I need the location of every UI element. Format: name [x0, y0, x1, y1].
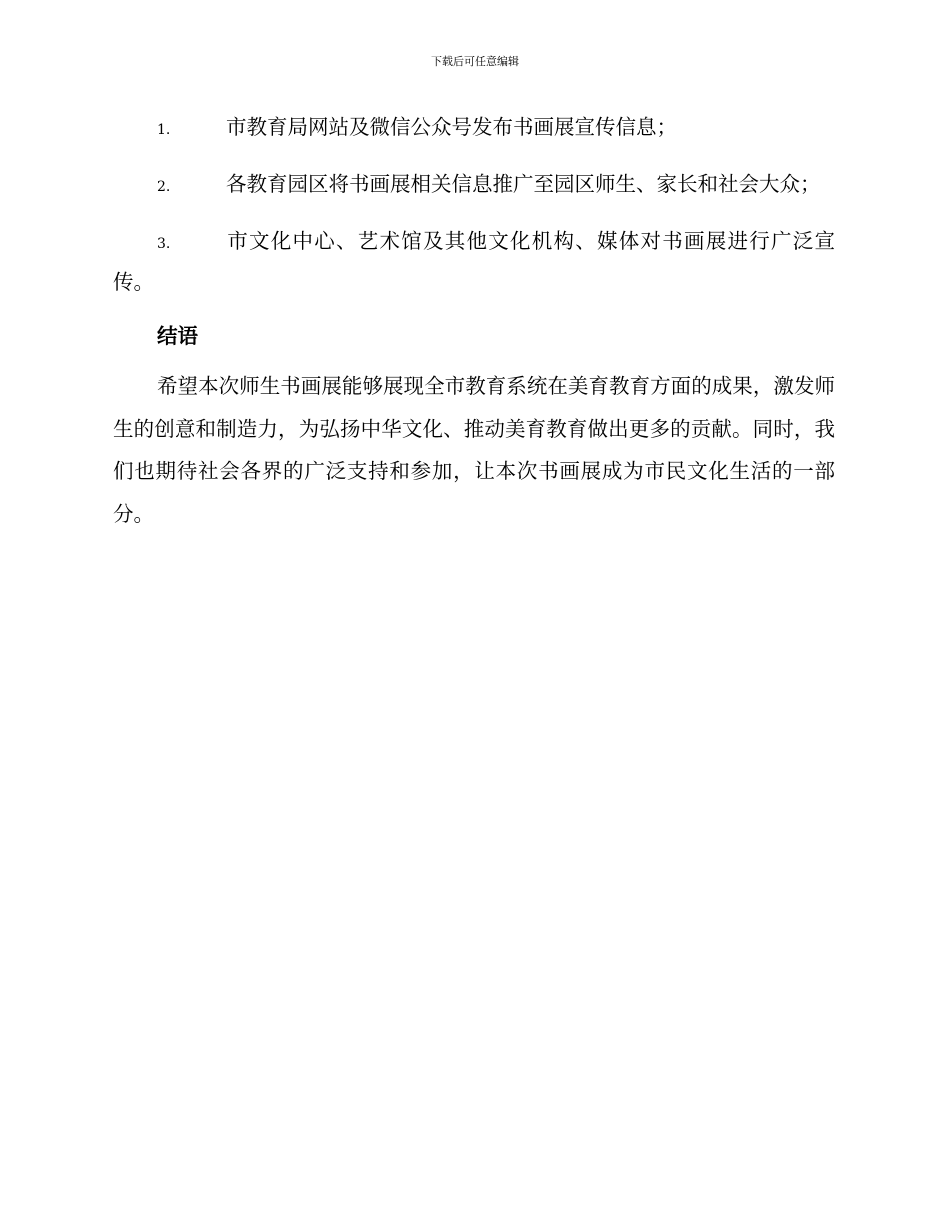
- conclusion-paragraph: 希望本次师生书画展能够展现全市教育系统在美育教育方面的成果，激发师生的创意和制造力，为弘扬中华文化、推动美育教育做出更多的贡献。同时，我们也期待社会各界的广泛支持和参加，让本次书画展成为市民文化生活的一部分。: [113, 374, 835, 526]
- list-item-number: 1.: [157, 122, 171, 138]
- list-item: [113, 108, 835, 149]
- list-item-text: 市教育局网站及微信公众号发布书画展宣传信息；: [226, 115, 677, 139]
- list-item: [113, 165, 835, 206]
- list-item-text: 市文化中心、艺术馆及其他文化机构、媒体对书画展进行广泛宣传。: [113, 229, 835, 294]
- document-body: [113, 108, 835, 535]
- list-item: [113, 222, 835, 301]
- list-item-number: 2.: [157, 179, 171, 195]
- list-item-number: 3.: [157, 236, 171, 252]
- list-item-text: 各教育园区将书画展相关信息推广至园区师生、家长和社会大众；: [226, 172, 821, 196]
- section-heading: 结语: [157, 324, 198, 348]
- page-header-note: 下载后可任意编辑: [431, 55, 519, 68]
